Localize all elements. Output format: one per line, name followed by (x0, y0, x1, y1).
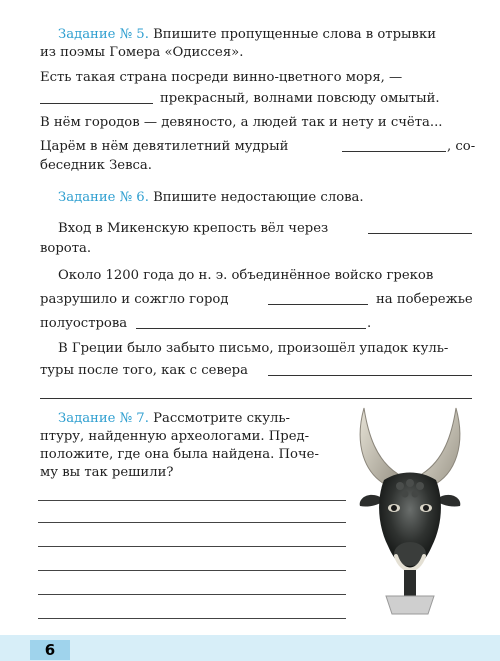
task7-line-1 (58, 410, 290, 428)
task7-line-3: положите, где она была найдена. Поче- (40, 447, 319, 462)
bull-head-sculpture-icon (348, 404, 472, 620)
task6-blank-2[interactable] (268, 304, 368, 305)
task5-verse-4b: , со- (447, 139, 476, 154)
task5-label: Задание № 5. (58, 27, 149, 42)
task6-sentence-3a: В Греции было забыто письмо, произошёл упадок куль- (58, 341, 449, 356)
task7-answer-line-2[interactable] (38, 522, 346, 523)
task6-sentence-2c-end: . (367, 316, 372, 331)
task5-verse-2: прекрасный, волнами повсюду омытый. (160, 91, 440, 106)
task7-answer-line-5[interactable] (38, 594, 346, 595)
task5-verse-4a: Царём в нём девятилетний мудрый (40, 139, 289, 154)
task7-label: Задание № 7. (58, 411, 149, 426)
task5-verse-3: В нём городов — девяносто, а людей так и нету и счёта... (40, 115, 443, 130)
task7-line-4: му вы так решили? (40, 465, 174, 480)
task5-blank-1[interactable] (40, 103, 153, 104)
page-number: 6 (30, 640, 70, 660)
task7-answer-line-6[interactable] (38, 618, 346, 619)
task5-verse-1: Есть такая страна посреди винно-цветного моря, — (40, 70, 403, 85)
task6-header (58, 189, 364, 207)
task6-label: Задание № 6. (58, 190, 149, 205)
task6-blank-1[interactable] (368, 233, 472, 234)
task6-blank-4[interactable] (268, 375, 472, 376)
task7-instruction-1: Рассмотрите скуль- (153, 411, 291, 426)
task5-instruction-1: Впишите пропущенные слова в отрывки (153, 27, 436, 42)
task5-blank-2[interactable] (342, 151, 446, 152)
task5-verse-5: беседник Зевса. (40, 158, 152, 173)
task6-sentence-1b: ворота. (40, 241, 92, 256)
task6-sentence-2b-2: на побережье (376, 292, 473, 307)
task6-sentence-2b-1: разрушило и сожгло город (40, 292, 229, 307)
page-footer-bar (0, 635, 500, 661)
task6-sentence-3b: туры после того, как с севера (40, 363, 248, 378)
task7-answer-line-4[interactable] (38, 570, 346, 571)
task6-sentence-2c: полуострова (40, 316, 128, 331)
task7-answer-line-3[interactable] (38, 546, 346, 547)
task5-header (58, 26, 436, 44)
task7-line-2: птуру, найденную археологами. Пред- (40, 429, 310, 444)
task6-sentence-1a: Вход в Микенскую крепость вёл через (58, 221, 329, 236)
task6-instruction: Впишите недостающие слова. (153, 190, 364, 205)
task7-answer-line-1[interactable] (38, 500, 346, 501)
task6-blank-3[interactable] (136, 328, 366, 329)
task6-blank-5[interactable] (40, 398, 472, 399)
task5-instruction-2: из поэмы Гомера «Одиссея». (40, 45, 244, 60)
task6-sentence-2a: Около 1200 года до н. э. объединённое войско греков (58, 268, 434, 283)
